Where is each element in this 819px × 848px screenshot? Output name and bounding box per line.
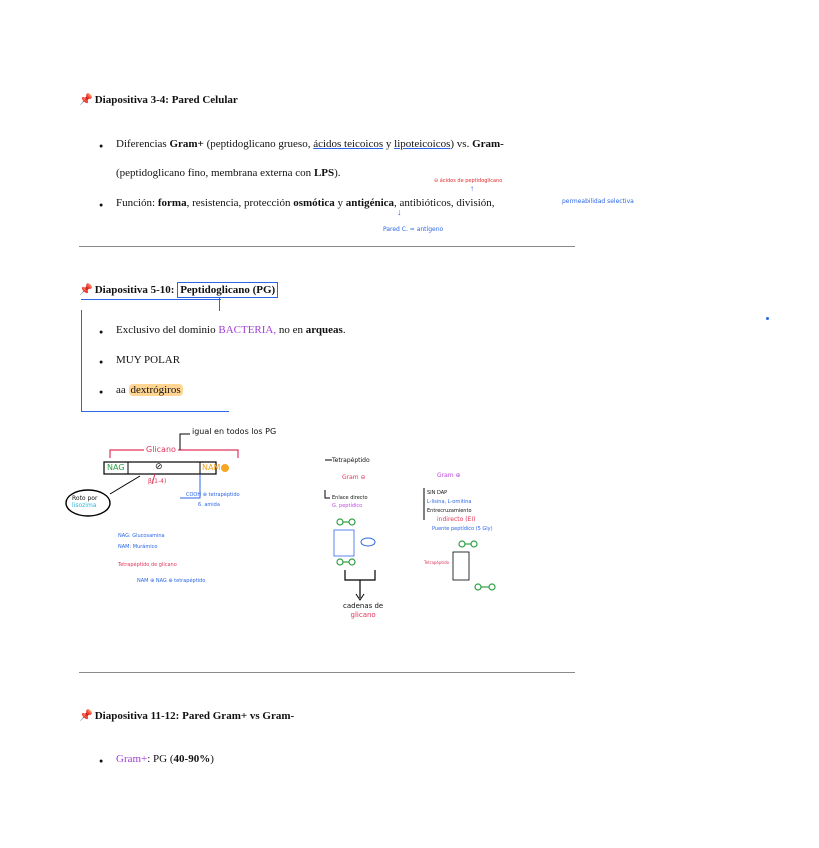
blue-bracket	[81, 299, 221, 300]
legend-combo: NAM ⊕ NAG ⊕ tetrapéptido	[137, 578, 206, 584]
label-cadenas: cadenas de glicano	[343, 602, 384, 619]
bullet-gram-pos: ● Gram+: PG (40-90%)	[116, 752, 214, 766]
divider	[79, 246, 575, 247]
bullet-polar: ● MUY POLAR	[116, 353, 180, 367]
label-nam: NAM	[202, 463, 221, 472]
blue-bracket-line	[219, 297, 220, 311]
label-roto: Roto por lisozima	[72, 495, 98, 509]
note-antigeno: Pared C. = antígeno	[383, 226, 444, 233]
label-sin-dap: SIN DAP	[427, 490, 448, 496]
section-heading-peptidoglicano: 📌 Diapositiva 5-10: Peptidoglicano (PG)	[79, 283, 278, 296]
bullet-diferencias-cont: (peptidoglicano fino, membrana externa con LPS).	[116, 167, 341, 179]
bullet-diferencias: ● Diferencias Gram+ (peptidoglicano grueso, ácidos teicoicos y lipoteicoicos) vs. Gram-	[116, 137, 504, 151]
stray-dot	[766, 317, 769, 320]
label-glicano: Glicano	[146, 445, 176, 454]
arrow-up-icon: ↑	[470, 184, 474, 193]
diagram-svg	[60, 420, 580, 630]
bullet-dextrogiros: ● aa dextrógiros	[116, 383, 183, 397]
label-amida: 6. amida	[198, 502, 220, 508]
peptidoglycan-diagram	[60, 420, 580, 630]
label-tetrapeptido-right: Tetrapéptido	[424, 560, 450, 565]
legend-nag: NAG: Glucosamina	[118, 533, 165, 539]
label-indirecto: indirecto (EI)	[437, 516, 476, 523]
label-gram-neg: Gram ⊖	[342, 474, 366, 481]
arrow-down-icon: ↓	[397, 207, 402, 217]
pushpin-icon: 📌	[79, 710, 93, 722]
pushpin-icon: 📌	[79, 94, 93, 106]
label-puente: Puente peptídico (5 Gly)	[432, 526, 493, 532]
label-tetrapeptido: Tetrapéptido	[332, 457, 370, 464]
blue-bracket-side	[81, 310, 82, 412]
label-beta: β(1-4)	[148, 478, 167, 485]
section-heading-gram: 📌 Diapositiva 11-12: Pared Gram+ vs Gram-	[79, 710, 295, 722]
beta-linkage-icon: ⊘	[155, 462, 163, 472]
label-lisina: L-lisina, L-ornitina	[427, 499, 472, 505]
label-gram-pos: Gram ⊕	[437, 472, 461, 479]
note-igual: igual en todos los PG	[192, 427, 277, 436]
note-acidos: ⊖ ácidos de peptidoglicano	[434, 178, 503, 184]
label-g-peptidico: G. peptídico	[332, 503, 363, 509]
blue-bracket-bottom	[81, 411, 229, 412]
label-cooh: COOH ⊕ tetrapéptido	[186, 492, 240, 498]
note-permeabilidad: permeabilidad selectiva	[562, 198, 634, 205]
section-heading-pared-celular: 📌 Diapositiva 3-4: Pared Celular	[79, 94, 238, 106]
legend-nam: NAM: Murámico	[118, 544, 158, 550]
label-enlace-directo: Enlace directo	[332, 495, 368, 501]
label-nag: NAG	[107, 463, 125, 472]
legend-tetra: Tetrapéptido de glicano	[118, 562, 177, 568]
pushpin-icon: 📌	[79, 284, 93, 296]
bullet-exclusivo: ● Exclusivo del dominio BACTERIA, no en arqueas.	[116, 323, 346, 337]
bullet-funcion: ● Función: forma, resistencia, protección osmótica y antigénica, antibióticos, división,	[116, 196, 495, 210]
divider	[79, 672, 575, 673]
label-entrecruzamiento: Entrecruzamiento	[427, 508, 472, 514]
